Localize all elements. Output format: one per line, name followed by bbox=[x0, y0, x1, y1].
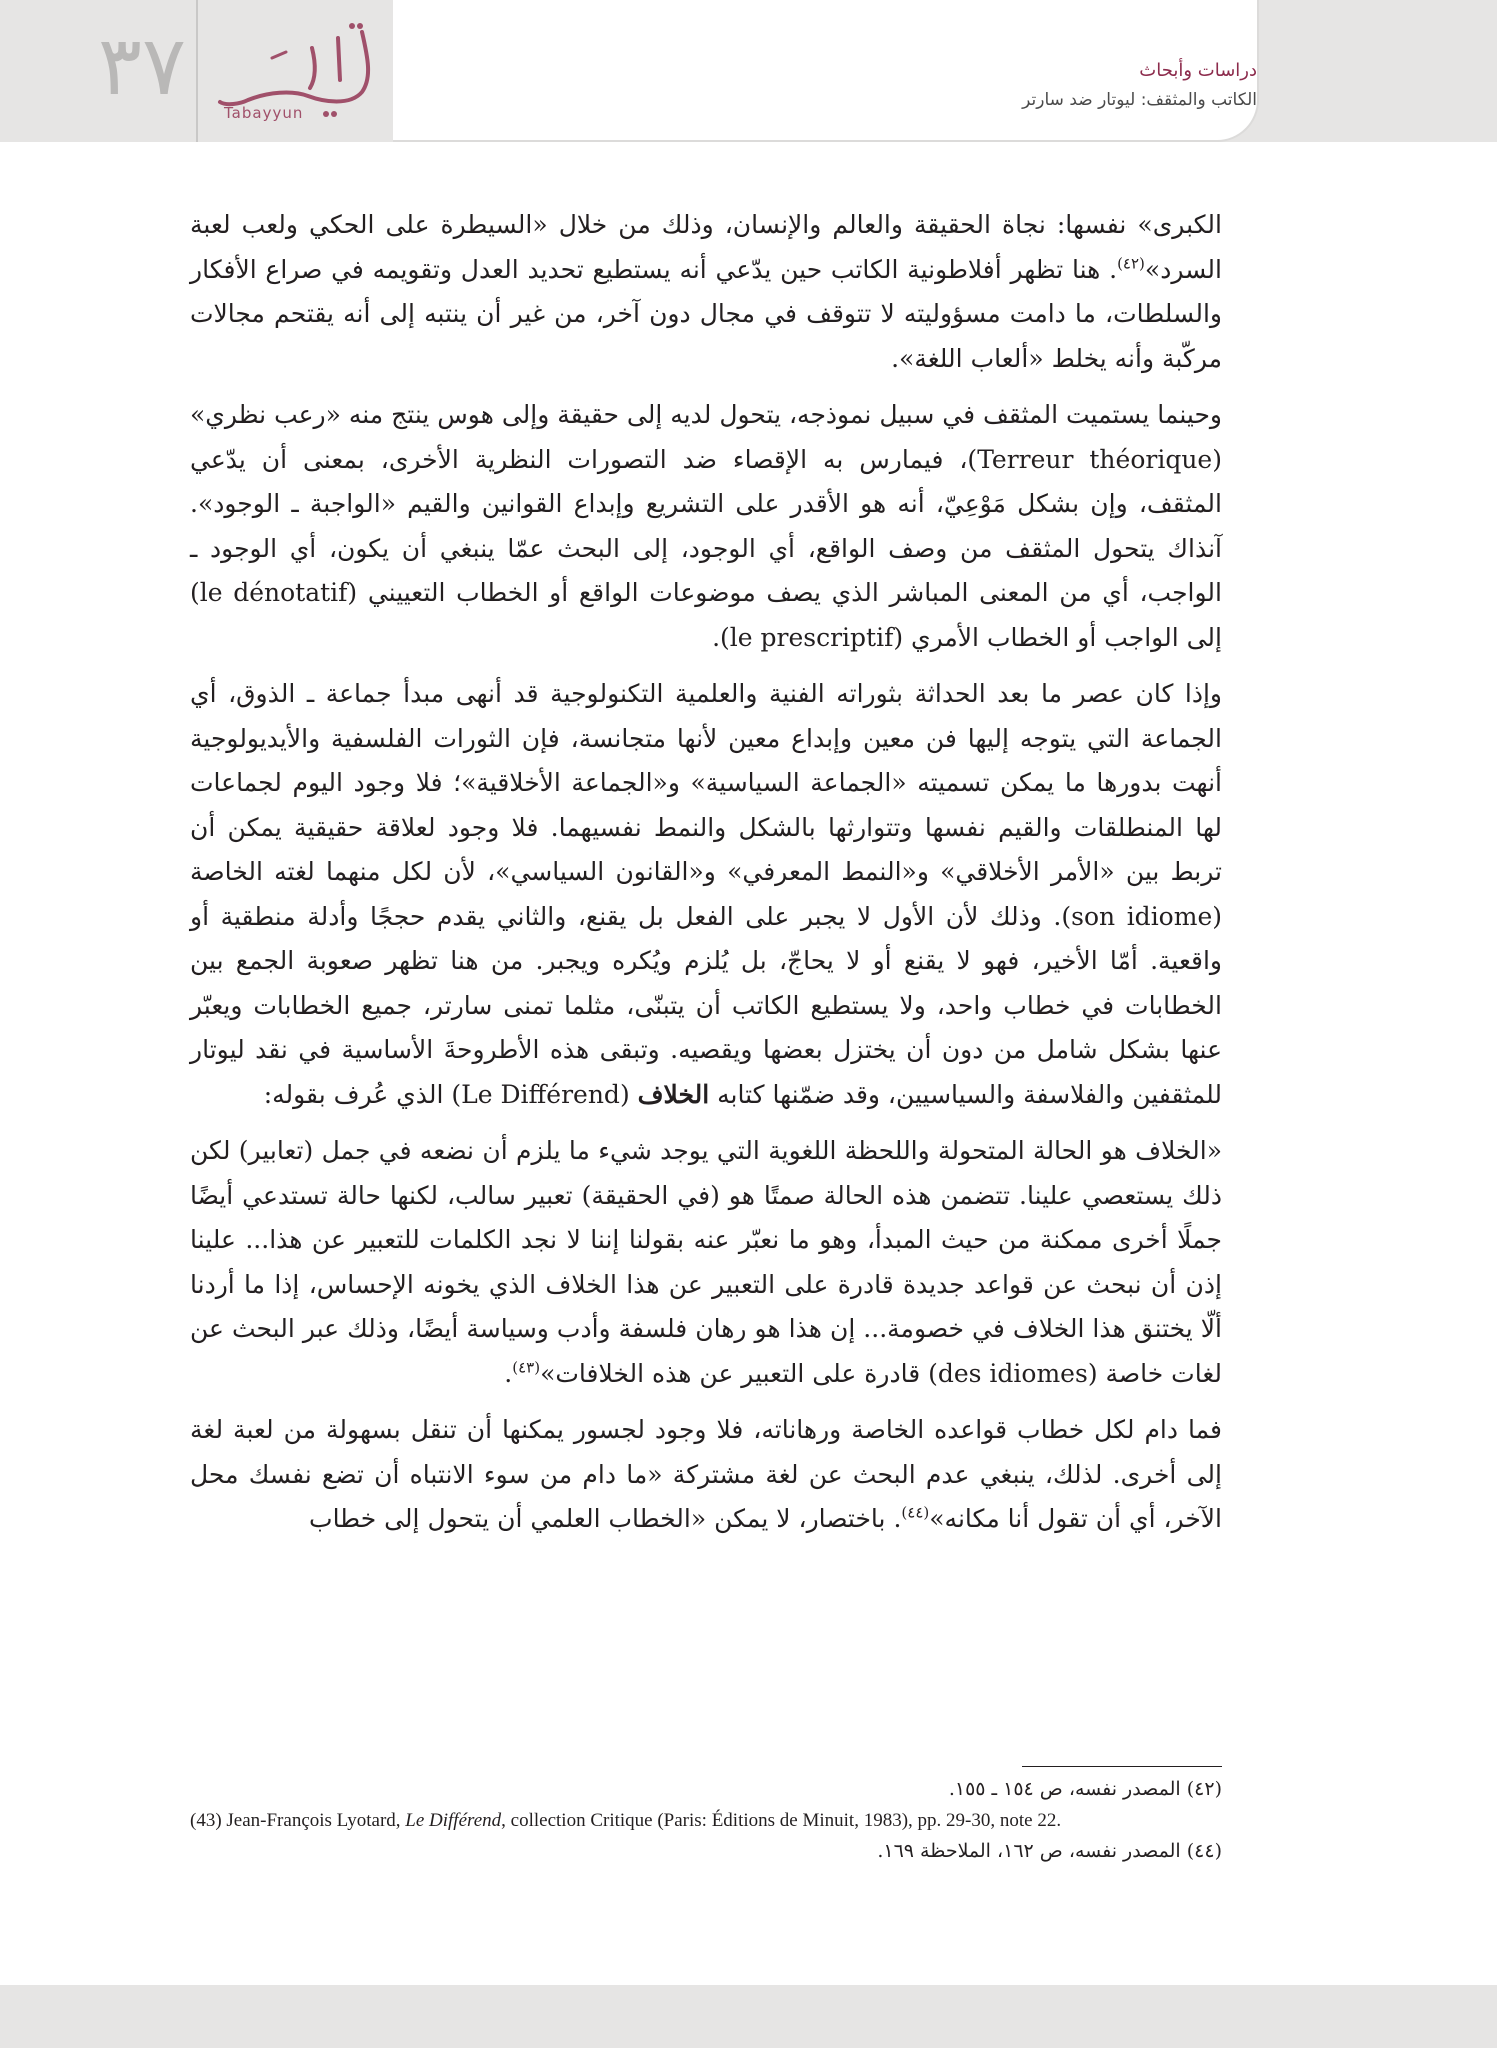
footnote-ref-44[interactable]: (٤٤) bbox=[901, 1503, 930, 1522]
footnote-44: (٤٤) المصدر نفسه، ص ١٦٢، الملاحظة ١٦٩. bbox=[877, 1840, 1222, 1862]
french-term: son idiome bbox=[1071, 901, 1213, 931]
footnote-ref-42[interactable]: (٤٢) bbox=[1117, 254, 1145, 273]
footnotes bbox=[190, 1774, 1222, 1867]
french-term: le dénotatif bbox=[199, 578, 348, 607]
book-title: الخلاف bbox=[637, 1079, 710, 1109]
paragraph-2: وحينما يستميت المثقف في سبيل نموذجه، يتحول لديه إلى حقيقة وإلى هوس ينتج منه «رعب نظري» (Terreur théorique)، فيمارس به الإقصاء ضد التصورات النظرية الأخرى، بمعنى أن يدّعي المثقف، وإن بشكل مَوْعِيّ، أنه هو الأقدر على التشريع وإبداع القوانين والقيم «الواجبة ـ الوجود». آنذاك يتحول المثقف من وصف الواقع، أي الوجود، إلى البحث عمّا ينبغي أن يكون، أي الوجود ـ الواجب، أي من المعنى المباشر الذي يصف موضوعات الواقع أو الخطاب التعييني (le dénotatif) إلى الواجب أو الخطاب الأمري (le prescriptif). bbox=[190, 400, 1222, 652]
footnote-42: (٤٢) المصدر نفسه، ص ١٥٤ ـ ١٥٥. bbox=[948, 1778, 1222, 1800]
paragraph-3: وإذا كان عصر ما بعد الحداثة بثوراته الفنية والعلمية التكنولوجية قد أنهى مبدأ جماعة ـ الذوق، أي الجماعة التي يتوجه إليها فن معين وإبداع معين لأنها متجانسة، فإن الثورات الفلسفية والأيديولوجية أنهت بدورها ما يمكن تسميته «الجماعة السياسية» و«الجماعة الأخلاقية»؛ فلا وجود اليوم لجماعات لها المنطلقات والقيم نفسها وتتوارثها بالشكل والنمط نفسيهما. فلا وجود لعلاقة حقيقية يمكن أن تربط بين «الأمر الأخلاقي» و«النمط المعرفي» و«القانون السياسي»، لأن لكل منهما لغته الخاصة (son idiome). وذلك لأن الأول لا يجبر على الفعل بل يقنع، والثاني يقدم حججًا وأدلة منطقية أو واقعية. أمّا الأخير، فهو لا يقنع أو لا يحاجّ، بل يُلزم ويُكره ويجبر. من هنا تظهر صعوبة الجمع بين الخطابات في خطاب واحد، ولا يستطيع الكاتب أن يتبنّى، مثلما تمنى سارتر، جميع الخطابات ويعبّر عنها بشكل شامل من دون أن يختزل بعضها ويقصيه. وتبقى هذه الأطروحةَ الأساسية في نقد ليوتار للمثقفين والفلاسفة والسياسيين، وقد ضمّنها كتابه الخلاف (Le Différend) الذي عُرف بقوله: bbox=[190, 679, 1223, 1109]
footnote-ref-43[interactable]: (٤٣) bbox=[512, 1358, 541, 1377]
paragraph-5: فما دام لكل خطاب قواعده الخاصة ورهاناته، فلا وجود لجسور يمكنها أن تنقل بسهولة من لعبة لغة إلى أخرى. لذلك، ينبغي عدم البحث عن لغة مشتركة «ما دام من سوء الانتباه أن تضع نفسك محل الآخر، أي أن تقول أنا مكانه»$^{(٤٤)}$. باختصار، لا يمكن «الخطاب العلمي أن يتحول إلى خطاب bbox=[190, 1415, 1222, 1533]
header-panel bbox=[393, 0, 1259, 142]
section-title: دراسات وأبحاث bbox=[1139, 60, 1257, 81]
french-term: des idiomes bbox=[937, 1358, 1088, 1388]
footnote-43: (43) Jean-François Lyotard, Le Différend, collection Critique (Paris: Éditions de Minuit, 1983), pp. 29-30, note 22. bbox=[190, 1810, 1062, 1831]
french-term: Le Différend bbox=[461, 1079, 620, 1109]
french-term: le prescriptif bbox=[729, 622, 894, 652]
footnote-rule bbox=[1022, 1766, 1222, 1767]
running-title: الكاتب والمثقف: ليوتار ضد سارتر bbox=[1022, 90, 1257, 110]
french-term: Terreur théorique bbox=[977, 444, 1213, 474]
article-body bbox=[190, 203, 1222, 1554]
header-divider bbox=[196, 0, 198, 142]
bottom-band bbox=[0, 1985, 1497, 2048]
logo-latin-text: Tabayyun bbox=[224, 104, 304, 122]
footnote-43-title: Le Différend bbox=[405, 1810, 502, 1831]
paragraph-1: الكبرى» نفسها: نجاة الحقيقة والعالم والإنسان، وذلك من خلال «السيطرة على الحكي ولعب لعبة السرد»$^{(٤٢)}$. هنا تظهر أفلاطونية الكاتب حين يدّعي أنه يستطيع تحديد العدل وتقويمه في صراع الأفكار والسلطات، ما دامت مسؤوليته لا تتوقف في مجال دون آخر، من غير أن ينتبه إلى أنه يقتحم مجالات مركّبة وأنه يخلط «ألعاب اللغة». bbox=[190, 210, 1222, 373]
page-number: ٣٧ bbox=[97, 19, 187, 114]
paragraph-4-quote: «الخلاف هو الحالة المتحولة واللحظة اللغوية التي يوجد شيء ما يلزم أن نضعه في جمل (تعابير) لكن ذلك يستعصي علينا. تتضمن هذه الحالة صمتًا هو (في الحقيقة) تعبير سالب، لكنها حالة تستدعي أيضًا جملًا أخرى ممكنة من حيث المبدأ، وهو ما نعبّر عنه بقولنا إننا لا نجد الكلمات للتعبير عن هذا... علينا إذن أن نبحث عن قواعد جديدة قادرة على التعبير عن هذا الخلاف الذي يخونه الإحساس، إذا ما أردنا ألّا يختنق هذا الخلاف في خصومة... إن هذا هو رهان فلسفة وأدب وسياسة أيضًا، وذلك عبر البحث عن لغات خاصة (des idiomes) قادرة على التعبير عن هذه الخلافات»$^{(٤٣)}$. bbox=[190, 1136, 1222, 1388]
